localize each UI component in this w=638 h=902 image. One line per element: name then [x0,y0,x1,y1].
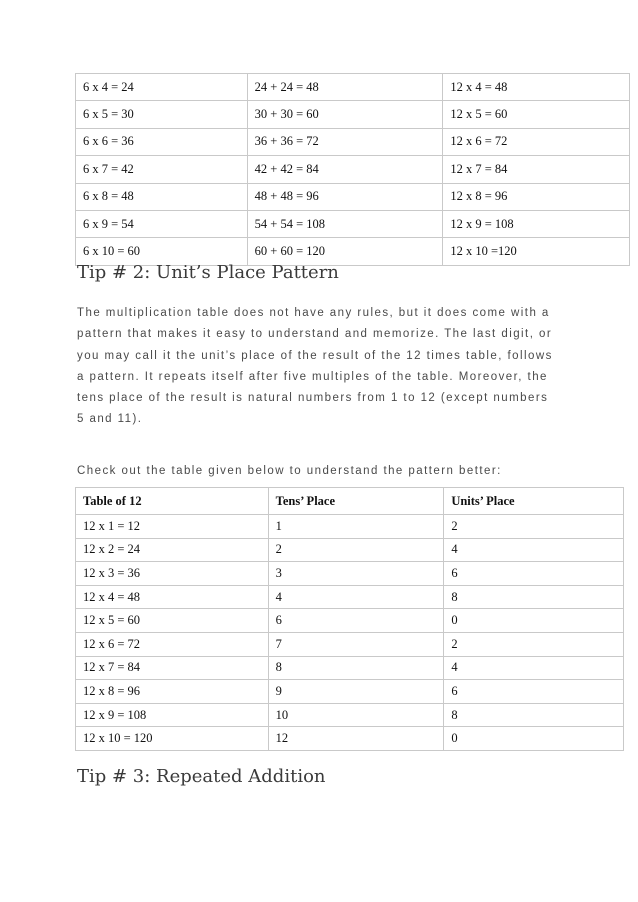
table-row [76,210,630,237]
table-cell: 10 [268,703,444,727]
section-heading-tip-2: Tip # 2: Unit’s Place Pattern [77,262,339,283]
units-place-table-header [76,488,624,515]
table-row [76,656,624,680]
tip-2-table-intro: Check out the table given below to understand the pattern better: [77,465,502,477]
table-cell: 6 x 6 = 36 [76,128,248,155]
table-cell: 12 x 3 = 36 [76,562,269,586]
table-row [76,515,624,539]
table-cell: 42 + 42 = 84 [247,156,443,183]
table-cell: 60 + 60 = 120 [247,238,443,265]
table-cell: 6 [268,609,444,633]
table-cell: 12 x 6 = 72 [76,632,269,656]
table-cell: 8 [268,656,444,680]
table-cell: 12 x 6 = 72 [443,128,630,155]
table-cell: 12 x 7 = 84 [76,656,269,680]
tip-2-paragraph: The multiplication table does not have any rules, but it does come with a pattern that makes it easy to understand and memorize. The last digit, or you may call it the unit’s place of the result of the 12 times table, follows a pattern. It repeats itself after five multiples of the table. Moreover, the tens place of the result is natural numbers from 1 to 12 (except numbers 5 and 11). [77,307,553,426]
table-cell: 8 [444,585,624,609]
units-place-table [75,487,624,751]
table-cell: 12 x 9 = 108 [443,210,630,237]
table-cell: 12 x 10 =120 [443,238,630,265]
table-cell: 12 x 2 = 24 [76,538,269,562]
table-cell: 6 x 8 = 48 [76,183,248,210]
table-cell: 30 + 30 = 60 [247,101,443,128]
table-cell: 7 [268,632,444,656]
table-cell: 8 [444,703,624,727]
table-row [76,101,630,128]
table-row [76,632,624,656]
table-cell: 2 [444,632,624,656]
table-cell: 1 [268,515,444,539]
table-row [76,74,630,101]
table-header-row [76,488,624,515]
table-row [76,562,624,586]
table-cell: 4 [444,656,624,680]
table-cell: 4 [268,585,444,609]
table-cell: 12 x 4 = 48 [76,585,269,609]
column-header-units-place: Units’ Place [444,488,624,515]
table-cell: 54 + 54 = 108 [247,210,443,237]
table-row [76,680,624,704]
table-row [76,538,624,562]
table-cell: 0 [444,727,624,751]
table-cell: 12 x 8 = 96 [443,183,630,210]
table-cell: 4 [444,538,624,562]
table-row [76,156,630,183]
table-cell: 12 x 7 = 84 [443,156,630,183]
table-row [76,703,624,727]
table-cell: 36 + 36 = 72 [247,128,443,155]
table-cell: 24 + 24 = 48 [247,74,443,101]
table-cell: 12 x 9 = 108 [76,703,269,727]
table-cell: 6 [444,680,624,704]
table-cell: 9 [268,680,444,704]
section-heading-tip-3: Tip # 3: Repeated Addition [77,766,326,787]
table-cell: 48 + 48 = 96 [247,183,443,210]
table-cell: 12 x 4 = 48 [443,74,630,101]
table-row [76,727,624,751]
table-row [76,609,624,633]
units-place-table-body [76,515,624,751]
table-row [76,128,630,155]
table-cell: 6 x 7 = 42 [76,156,248,183]
table-cell: 2 [444,515,624,539]
table-cell: 2 [268,538,444,562]
doubling-table [75,73,630,266]
table-cell: 6 x 9 = 54 [76,210,248,237]
table-cell: 6 [444,562,624,586]
doubling-table-body [76,74,630,266]
table-cell: 12 [268,727,444,751]
table-cell: 3 [268,562,444,586]
table-cell: 12 x 10 = 120 [76,727,269,751]
table-cell: 6 x 4 = 24 [76,74,248,101]
table-cell: 12 x 5 = 60 [443,101,630,128]
table-cell: 12 x 5 = 60 [76,609,269,633]
table-cell: 6 x 5 = 30 [76,101,248,128]
column-header-tens-place: Tens’ Place [268,488,444,515]
table-row [76,585,624,609]
table-row [76,183,630,210]
table-cell: 0 [444,609,624,633]
table-cell: 12 x 8 = 96 [76,680,269,704]
table-cell: 6 x 10 = 60 [76,238,248,265]
column-header-table-of-12: Table of 12 [76,488,269,515]
table-cell: 12 x 1 = 12 [76,515,269,539]
